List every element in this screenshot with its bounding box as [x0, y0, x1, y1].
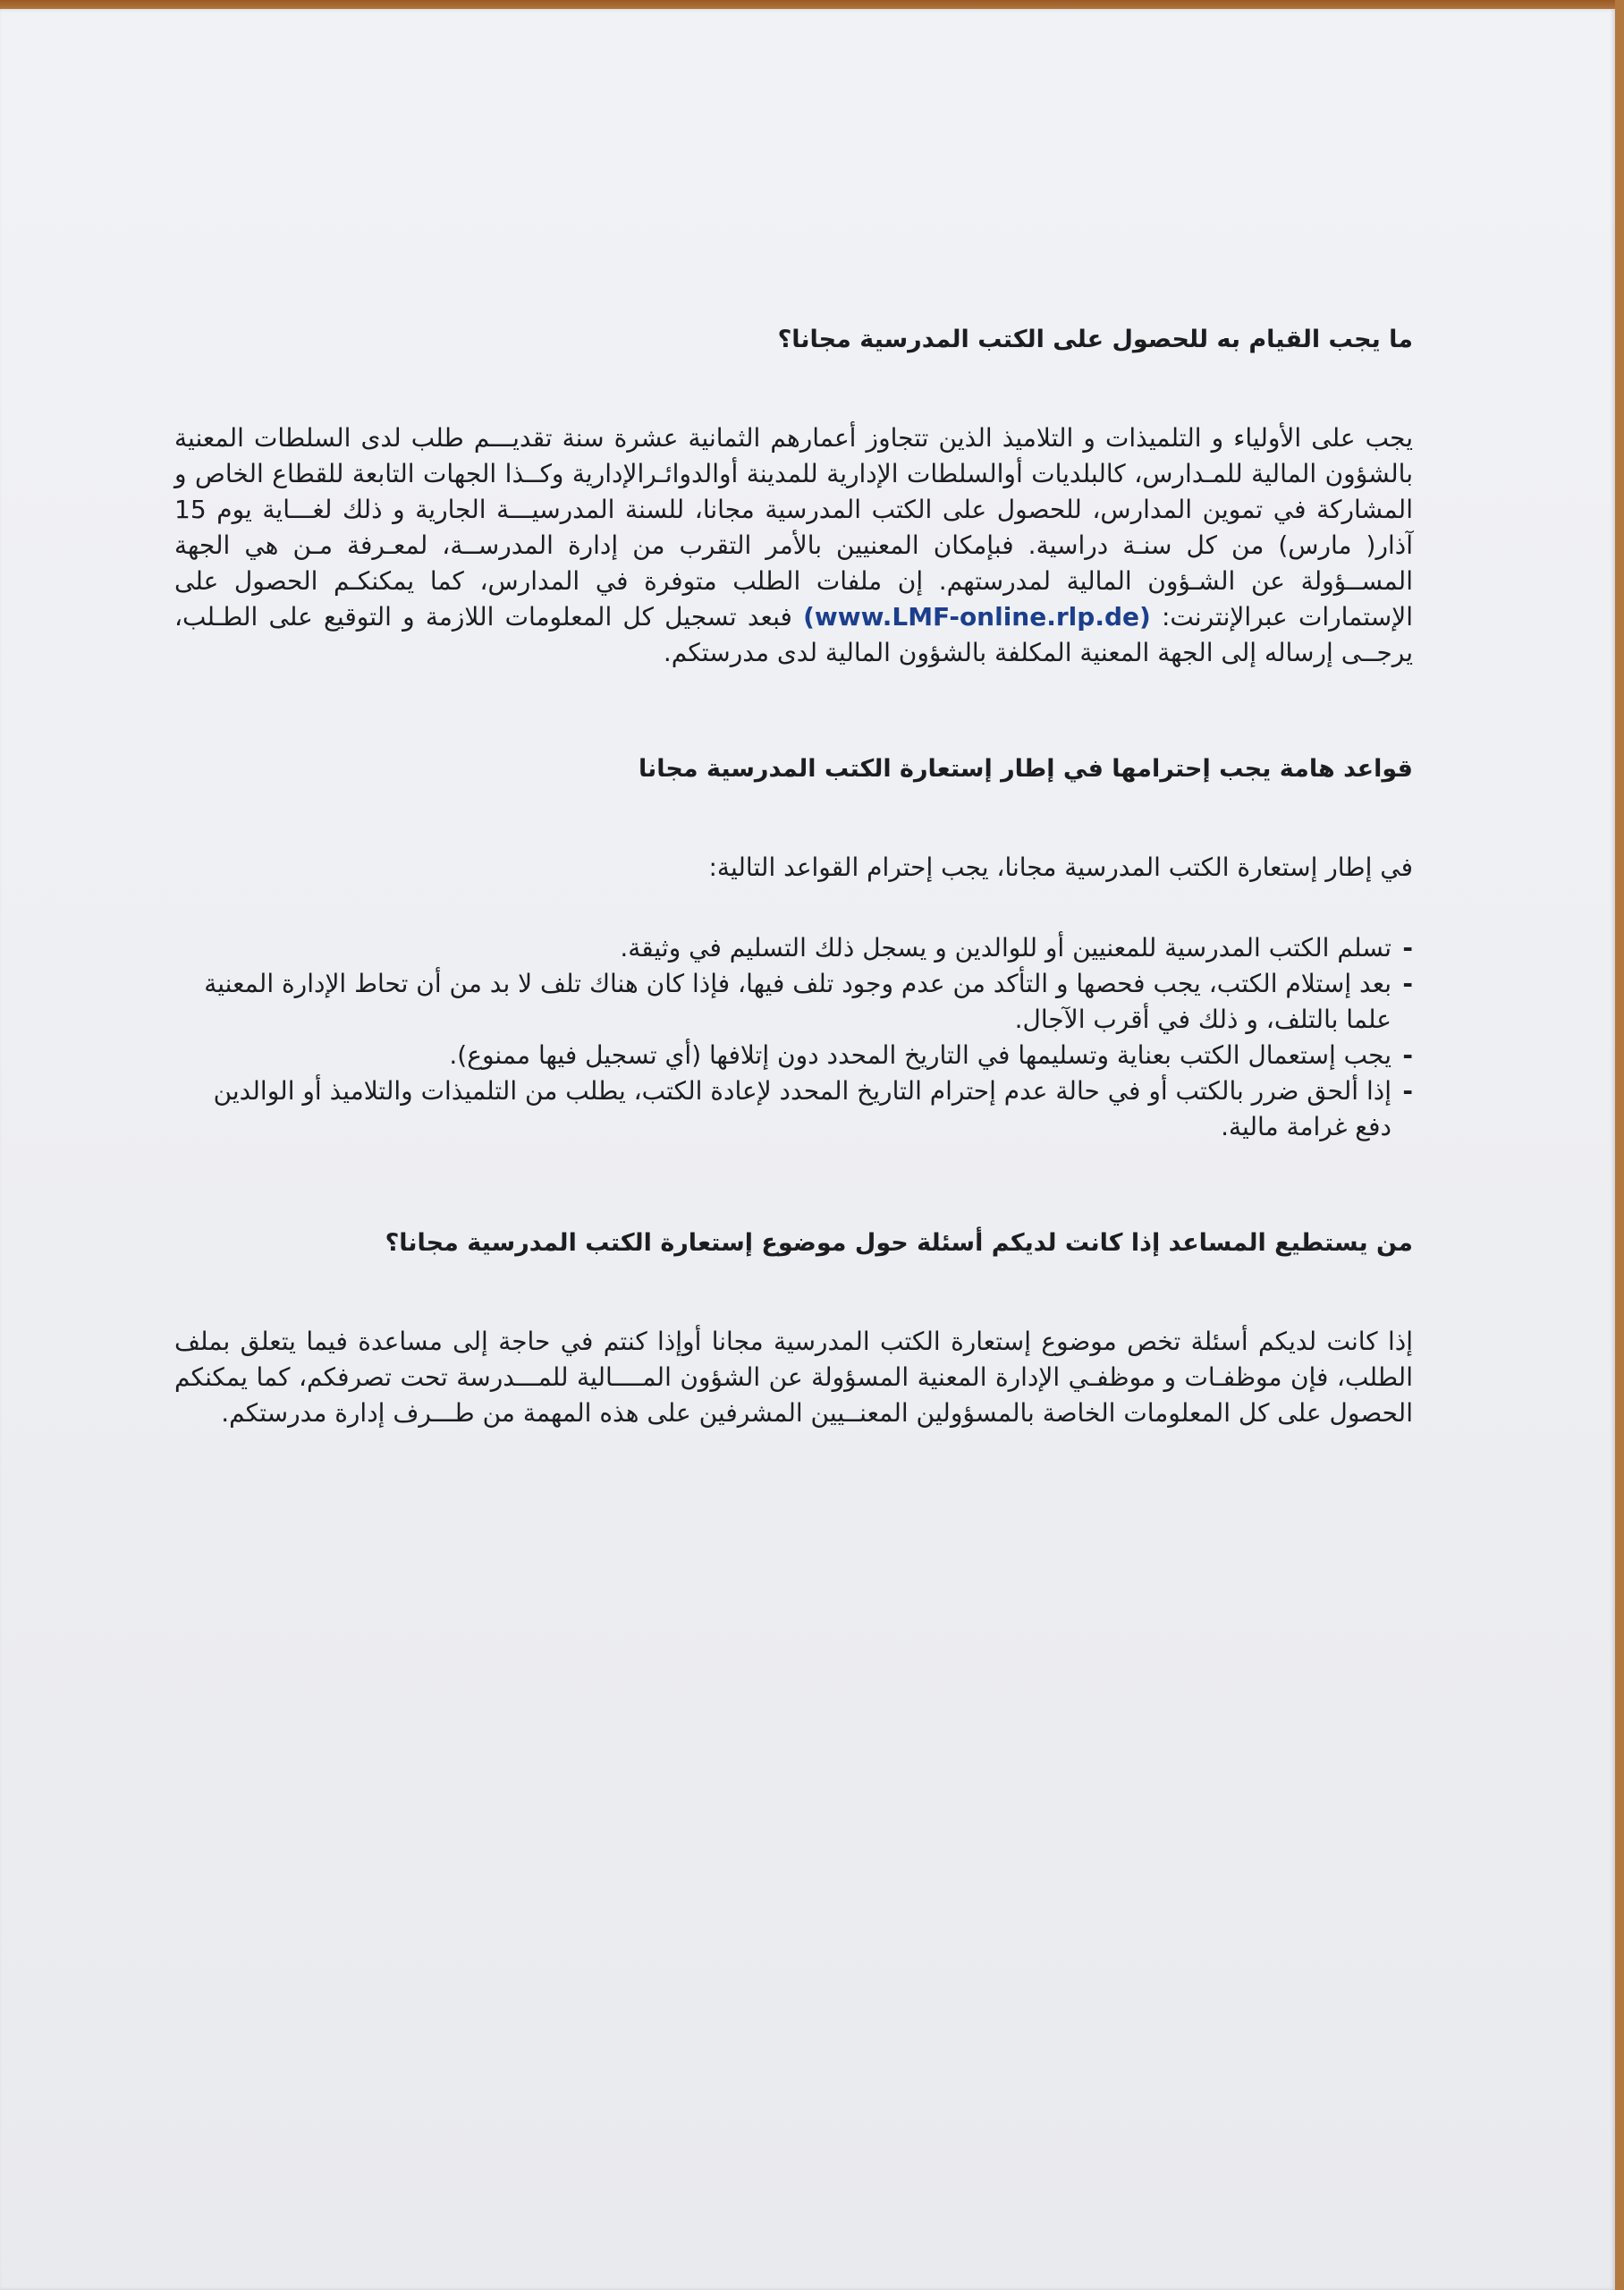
list-item	[174, 966, 1413, 1038]
document-body	[174, 322, 1413, 1431]
section3-heading: من يستطيع المساعد إذا كانت لديكم أسئلة حول موضوع إستعارة الكتب المدرسية مجانا؟	[385, 1229, 1413, 1257]
section1-paragraph	[174, 420, 1413, 671]
section1-text-continued: فبعد تسجيل كل المعلومات اللازمة و التوقيع على الطـلب، يرجــى إرساله إلى الجهة المعنية المكلفة بالشؤون المالية لدى مدرستكم.	[174, 602, 1413, 667]
spacer	[174, 886, 1413, 930]
list-item-text: بعد إستلام الكتب، يجب فحصها و التأكد من عدم وجود تلف فيها، فإذا كان هناك تلف لا بد من أن تحاط الإدارة المعنية علما بالتلف، و ذلك في أقرب الآجال.	[204, 969, 1391, 1034]
section1-heading: ما يجب القيام به للحصول على الكتب المدرسية مجانا؟	[777, 326, 1413, 353]
paper-sheet	[0, 9, 1615, 2290]
spacer	[174, 1261, 1413, 1324]
list-item	[174, 1073, 1413, 1145]
spacer	[174, 1145, 1413, 1226]
list-item-text: يجب إستعمال الكتب بعناية وتسليمها في التاريخ المحدد دون إتلافها (أي تسجيل فيها ممنوع).	[449, 1040, 1391, 1070]
spacer	[174, 671, 1413, 751]
list-item-text: إذا ألحق ضرر بالكتب أو في حالة عدم إحترام التاريخ المحدد لإعادة الكتب، يطلب من التلميذات والتلاميذ أو الوالدين دفع غرامة مالية.	[213, 1076, 1391, 1141]
section2-heading: قواعد هامة يجب إحترامها في إطار إستعارة الكتب المدرسية مجانا	[638, 755, 1413, 783]
list-item	[174, 930, 1413, 966]
spacer	[174, 358, 1413, 420]
section3-paragraph: إذا كانت لديكم أسئلة تخص موضوع إستعارة الكتب المدرسية مجانا أوإذا كنتم في حاجة إلى مساعدة فيما يتعلق بملف الطلب، فإن موظفـات و موظفـي الإدارة المعنية المسؤولة عن الشؤون المــــالية للمـــدرسة تحت تصرفكم، كما يمكنكم الحصول على كل المعلومات الخاصة بالمسؤولين المعنــيين المشرفين على هذه المهمة من طـــرف إدارة مدرستكم.	[174, 1327, 1413, 1428]
list-item-text: تسلم الكتب المدرسية للمعنيين أو للوالدين و يسجل ذلك التسليم في وثيقة.	[620, 933, 1391, 963]
forms-website-link[interactable]: (www.LMF-online.rlp.de)	[803, 602, 1151, 632]
rules-list	[174, 930, 1413, 1145]
section1-text: يجب على الأولياء و التلميذات و التلاميذ الذين تتجاوز أعمارهم الثمانية عشرة سنة تقديـــم طلب لدى السلطات المعنية بالشؤون المالية للمـدارس، كالبلديات أوالسلطات الإدارية للمدينة أوالدوائـرالإدارية وكــذا الجهات التابعة للقطاع الخاص و المشاركة في تموين المدارس، للحصول على الكتب المدرسية مجانا، للسنة المدرسيـــة الجارية و ذلك لغـــاية يوم 15 آذار( مارس) من كل سنـة دراسية. فبإمكان المعنيين بالأمر التقرب من إدارة المدرســة، لمعـرفة مـن هي الجهة المســؤولة عن الشـؤون المالية لمدرستهم. إن ملفات الطلب متوفرة في المدارس، كما يمكنكـم الحصول على الإستمارات عبرالإنترنت:	[174, 423, 1413, 632]
bullet-marker: -	[1402, 933, 1413, 963]
bullet-marker: -	[1402, 969, 1413, 998]
bullet-marker: -	[1402, 1040, 1413, 1070]
wooden-table-edge-right	[1615, 0, 1624, 2290]
bullet-marker: -	[1402, 1076, 1413, 1106]
spacer	[174, 787, 1413, 850]
section2-intro: في إطار إستعارة الكتب المدرسية مجانا، يجب إحترام القواعد التالية:	[708, 852, 1413, 882]
list-item	[174, 1038, 1413, 1073]
